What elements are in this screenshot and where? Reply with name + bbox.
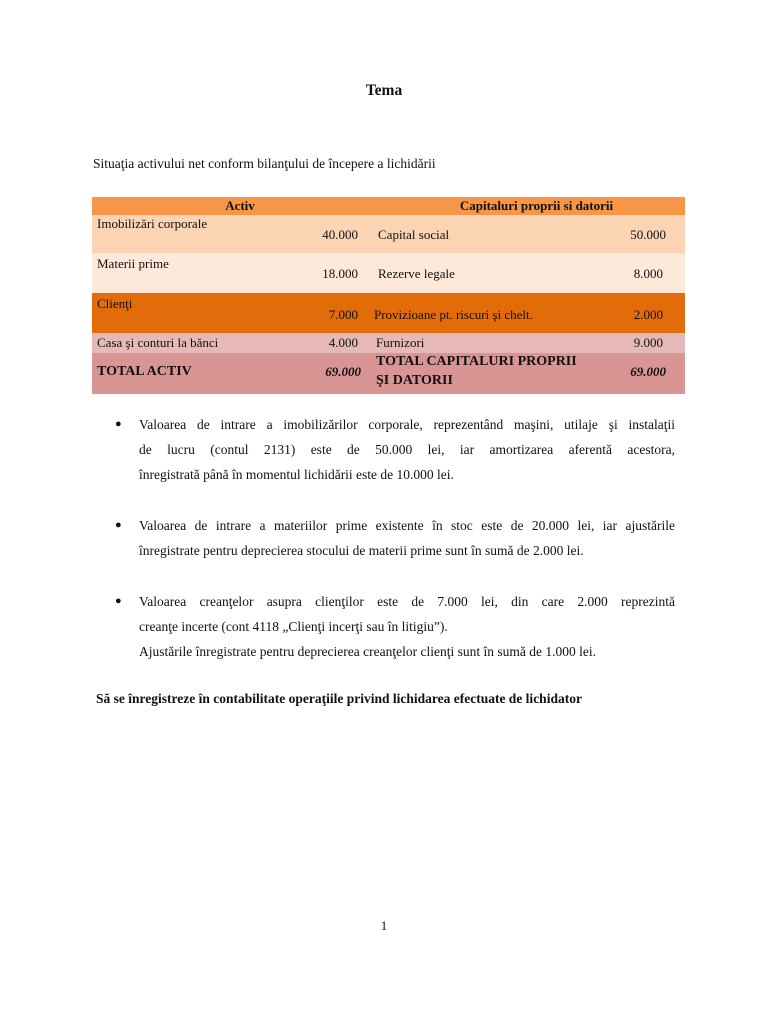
header-capitaluri: Capitaluri proprii si datorii bbox=[459, 198, 614, 213]
document-title: Tema bbox=[365, 82, 403, 99]
balance-table bbox=[92, 197, 685, 397]
total-pasiv-label-line1: TOTAL CAPITALURI PROPRII bbox=[376, 354, 577, 369]
total-pasiv-label-line2: ŞI DATORII bbox=[376, 373, 453, 388]
bullet-line: Valoarea de intrare a imobilizărilor corporale, reprezentând maşini, utilaje şi instalaţii bbox=[139, 417, 675, 432]
list-item bbox=[139, 412, 675, 487]
table-header-row bbox=[92, 197, 685, 215]
bullet-line: Valoarea creanţelor asupra clienţilor este de 7.000 lei, din care 2.000 reprezintă bbox=[139, 594, 675, 609]
pasiv-label: Furnizori bbox=[376, 335, 425, 350]
bullet-line: Valoarea de intrare a materiilor prime existente în stoc este de 20.000 lei, iar ajustările bbox=[139, 518, 675, 533]
activ-label: Casa şi conturi la bănci bbox=[97, 335, 219, 350]
pasiv-label: Capital social bbox=[378, 227, 450, 242]
pasiv-value: 50.000 bbox=[630, 227, 666, 242]
list-item bbox=[139, 513, 675, 563]
header-activ: Activ bbox=[225, 198, 255, 213]
page-number: 1 bbox=[380, 918, 388, 933]
intro-text: Situaţia activului net conform bilanţului de începere a lichidării bbox=[93, 156, 436, 171]
bullet-line: înregistrate pentru deprecierea stocului de materii prime sunt în sumă de 2.000 lei. bbox=[139, 543, 584, 558]
bullet-line: Ajustările înregistrate pentru deprecierea creanţelor clienţi sunt în sumă de 1.000 lei. bbox=[139, 644, 596, 659]
bullet-line: înregistrată până în momentul lichidării este de 10.000 lei. bbox=[139, 467, 454, 482]
table-row bbox=[92, 333, 685, 353]
activ-label: Clienţi bbox=[97, 296, 133, 311]
activ-value: 18.000 bbox=[322, 266, 358, 281]
pasiv-label: Provizioane pt. riscuri şi chelt. bbox=[374, 307, 533, 322]
table-row bbox=[92, 253, 685, 293]
activ-label: Materii prime bbox=[97, 256, 169, 271]
total-activ-label: TOTAL ACTIV bbox=[97, 364, 192, 379]
pasiv-value: 9.000 bbox=[633, 335, 663, 350]
bullet-line: creanţe incerte (cont 4118 „Clienţi incerţi sau în litigiu”). bbox=[139, 619, 448, 634]
activ-value: 7.000 bbox=[328, 307, 358, 322]
list-item bbox=[139, 589, 675, 664]
table-row bbox=[92, 215, 685, 253]
activ-label: Imobilizări corporale bbox=[97, 216, 208, 231]
activ-value: 40.000 bbox=[322, 227, 358, 242]
pasiv-label: Rezerve legale bbox=[378, 266, 455, 281]
bullet-line: de lucru (contul 2131) este de 50.000 lei, iar amortizarea aferentă acestora, bbox=[139, 442, 675, 457]
bullet-dot: ● bbox=[115, 595, 122, 607]
bullet-dot: ● bbox=[115, 418, 122, 430]
pasiv-value: 8.000 bbox=[633, 266, 663, 281]
table-total-row bbox=[92, 353, 685, 394]
activ-value: 4.000 bbox=[328, 335, 358, 350]
total-activ-value: 69.000 bbox=[325, 364, 361, 379]
task-statement: Să se înregistreze în contabilitate operaţiile privind lichidarea efectuate de lichidator bbox=[96, 691, 582, 706]
bullet-dot: ● bbox=[115, 519, 122, 531]
total-pasiv-value: 69.000 bbox=[630, 364, 666, 379]
table-row bbox=[92, 293, 685, 333]
pasiv-value: 2.000 bbox=[633, 307, 663, 322]
